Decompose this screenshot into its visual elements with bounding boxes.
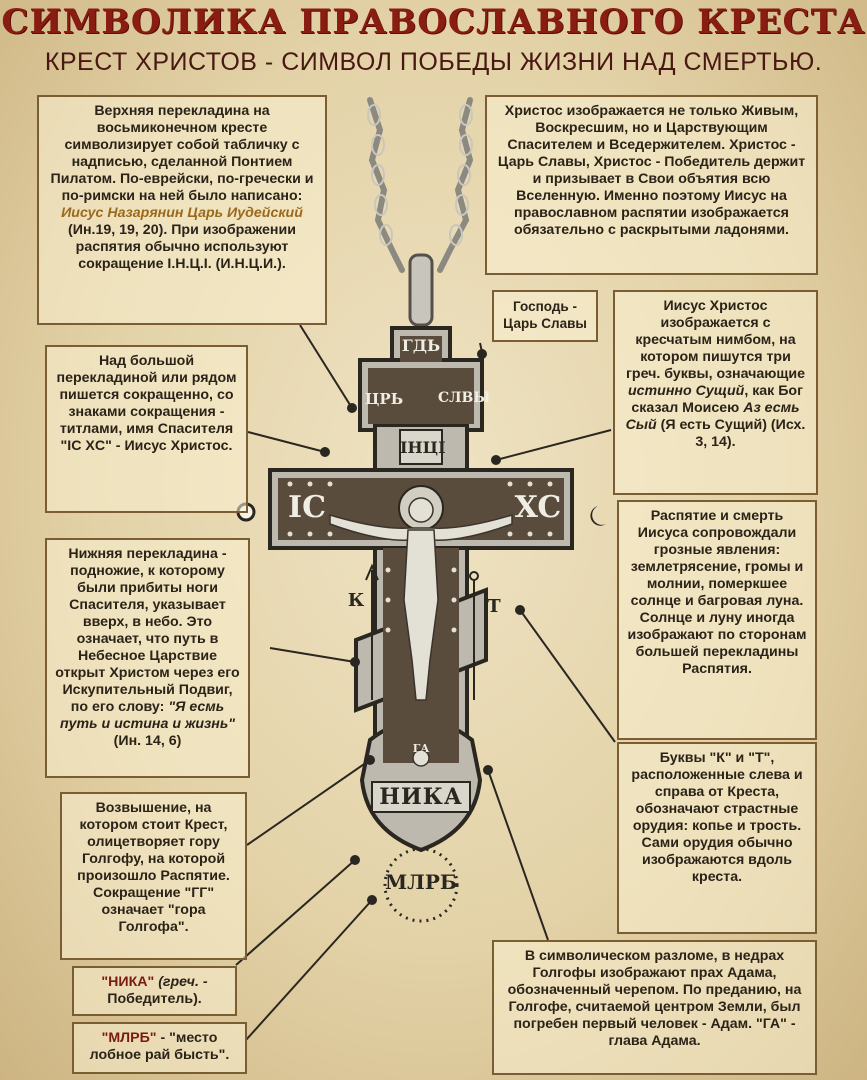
note-halo [613, 290, 818, 495]
note-lord [492, 290, 598, 342]
note-abbrev [45, 345, 248, 513]
note-golgotha [60, 792, 247, 960]
note-top-right [485, 95, 818, 275]
note-top-left-p2: При изображении распятия обычно используют сокращение I.Н.Ц.I. (И.Н.Ц.И.). [75, 222, 296, 272]
note-nika-it: (греч. - [158, 974, 208, 990]
cross-ga-text: ГА [412, 742, 430, 755]
note-top-right-text: Христос изображается не только Живым, Воскресшим, но и Царствующим Спасителем и Вседержителем. Христос - Царь Славы, Христос - Победитель держит и призывает в Свои объятия всю Вселенную. Именно поэтому Иисус на православном распятии изображается обязательно с раскрытыми ладонями. [497, 103, 806, 238]
note-signs [617, 500, 817, 740]
note-footrest-it: "Я есмь путь и истина и жизнь" [59, 699, 236, 732]
note-footrest-p1: Нижняя перекладина - подножие, к которому были прибиты ноги Спасителя, указывает вверх, в небо. Это означает, что путь в Небесное Царствие открыт Христом через его Искупительный Подвиг, по его слову: [55, 546, 240, 715]
bail-icon [410, 255, 432, 325]
note-abbrev-text: Над большой перекладиной или рядом пишется сокращенно, со знаками сокращения - титлами, имя Спасителя "IC XC" - Иисус Христос. [56, 353, 237, 454]
cross-side-right-text: СЛВЫ [438, 390, 491, 406]
note-mlrb [72, 1022, 247, 1074]
cross-side-left-text: ЦРЬ [364, 390, 404, 408]
note-nika [72, 966, 237, 1016]
cross-top-text: ГДЬ [401, 336, 441, 355]
cross-mlrb-text: МЛРБ [385, 870, 457, 894]
note-halo-it1: истинно Сущий [627, 383, 745, 399]
note-adam-text: В символическом разломе, в недрах Голгофы изображают прах Адама, обозначенный черепом. По преданию, на Голгофе, считаемой центром Земли, был погребен первый человек - Адам. "ГА" - глава Адама. [507, 948, 802, 1049]
note-mlrb-bold: "МЛРБ" [101, 1030, 157, 1046]
page-title: СИМВОЛИКА ПРАВОСЛАВНОГО КРЕСТА [1, 2, 866, 42]
cross-nika-text: НИКА [379, 784, 463, 810]
note-halo-p1: Иисус Христос изображается с кресчатым нимбом, на котором пишутся три греч. буквы, означающие [626, 298, 805, 382]
note-top-left [37, 95, 327, 325]
cross-xc-text: XC [514, 490, 562, 525]
note-footrest-ref: (Ин. 14, 6) [113, 733, 182, 749]
cross-t-letter: Т [487, 596, 501, 617]
note-golgotha-text: Возвышение, на котором стоит Крест, олицетворяет гору Голгофу, на которой произошло Распятие. Сокращение "ГГ" означает "гора Голгофа". [77, 800, 230, 935]
note-lord-text: Господь - Царь Славы [503, 299, 587, 331]
note-footrest [45, 538, 250, 778]
cross-k-letter: К [347, 590, 365, 611]
note-top-left-ref: (Ин.19, 19, 20). [68, 222, 168, 238]
note-nika-text: Победитель). [107, 991, 202, 1007]
note-mlrb-text: - "место лобное рай бысть". [89, 1030, 230, 1063]
note-adam [492, 940, 817, 1075]
note-kt-text: Буквы "К" и "Т", расположенные слева и справа от Креста, обозначают страстные орудия: копье и трость. Сами орудия обычно изображаются вдоль креста. [631, 750, 803, 885]
note-top-left-highlight: Иисус Назарянин Царь Иудейский [61, 205, 303, 221]
note-halo-it2: Аз есмь Сый [625, 400, 800, 433]
chain-links-icon [368, 105, 472, 245]
cross-ic-text: IC [288, 490, 326, 525]
page-subtitle: КРЕСТ ХРИСТОВ - СИМВОЛ ПОБЕДЫ ЖИЗНИ НАД СМЕРТЬЮ. [44, 48, 823, 76]
note-halo-p3: (Я есть Сущий) (Исх. 3, 14). [660, 417, 806, 450]
note-nika-bold: "НИКА" [101, 974, 155, 990]
moon-icon [590, 506, 606, 526]
note-signs-text: Распятие и смерть Иисуса сопровождали грозные явления: землетрясение, громы и молнии, померкшее солнце и багровая луна. Солнце и луну иногда изображают по сторонам большей перекладины Распятия. [627, 508, 807, 677]
note-top-left-p1: Верхняя перекладина на восьмиконечном кресте символизирует собой табличку с надписью, сделанной Понтием Пилатом. По-еврейски, по-гречески и по-римски на ней было написано: [50, 103, 314, 204]
note-halo-p2: , как Бог сказал Моисею [631, 383, 804, 416]
cross-inci-text: IНЦI [400, 438, 446, 457]
note-kt [617, 742, 817, 934]
